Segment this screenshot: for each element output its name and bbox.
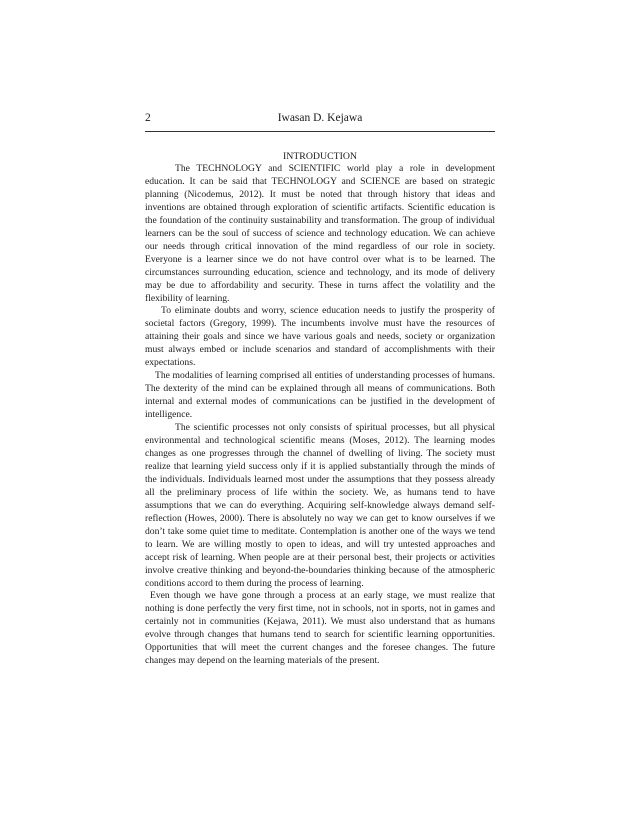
- page-number: 2: [145, 112, 151, 124]
- header-rule: [145, 131, 495, 132]
- paragraph: Even though we have gone through a process at an early stage, we must realize that nothing is done perfectly the very first time, not in schools, not in sports, not in games and certainly not in communities (Kejawa, 2011). We must also understand that as humans evolve through changes that humans tend to search for scientific learning opportunities. Opportunities that will meet the current changes and the foresee changes. The future changes may depend on the learning materials of the present.: [145, 590, 495, 667]
- paragraph: The TECHNOLOGY and SCIENTIFIC world play a role in development education. It can be said that TECHNOLOGY and SCIENCE are based on strategic planning (Nicodemus, 2012). It must be noted that through history that ideas and inventions are obtained through exploration of scientific artifacts. Scientific education is the foundation of the continuity sustainability and transformation. The group of individual learners can be the soul of success of science and technology education. We can achieve our needs through critical innovation of the mind regardless of our role in society. Everyone is a learner since we do not have control over what is to be learned. The circumstances surrounding education, science and technology, and its mode of delivery may be due to affordability and security. These in turns affect the volatility and the flexibility of learning.: [145, 163, 495, 304]
- paragraph: To eliminate doubts and worry, science education needs to justify the prosperity of societal factors (Gregory, 1999). The incumbents involve must have the resources of attaining their goals and since we have various goals and needs, society or organization must always embed or include scenarios and standard of accomplishments with their expectations.: [145, 305, 495, 369]
- page-header: [145, 110, 495, 130]
- body-text: [145, 150, 495, 668]
- running-head: Iwasan D. Kejawa: [277, 112, 363, 124]
- paragraph: The scientific processes not only consists of spiritual processes, but all physical environmental and technological scientific means (Moses, 2012). The learning modes changes as one progresses through the channel of dwelling of living. The society must realize that learning yield success only if it is applied substantially through the minds of the individuals. Individuals learned most under the assumptions that they possess already all the preliminary process of life within the society. We, as humans tend to have assumptions that we can do everything. Acquiring self-knowledge always demand self-reflection (Howes, 2000). There is absolutely no way we can get to know ourselves if we don’t take some quiet time to meditate. Contemplation is another one of the ways we tend to learn. We are willing mostly to open to ideas, and will try untested approaches and accept risk of learning. When people are at their personal best, their projects or activities involve creative thinking and beyond-the-boundaries thinking because of the atmospheric conditions accord to them during the process of learning.: [145, 422, 495, 589]
- section-heading: INTRODUCTION: [282, 151, 357, 162]
- paragraph: The modalities of learning comprised all entities of understanding processes of humans. The dexterity of the mind can be explained through all means of communications. Both internal and external modes of communications can be justified in the development of intelligence.: [145, 370, 495, 421]
